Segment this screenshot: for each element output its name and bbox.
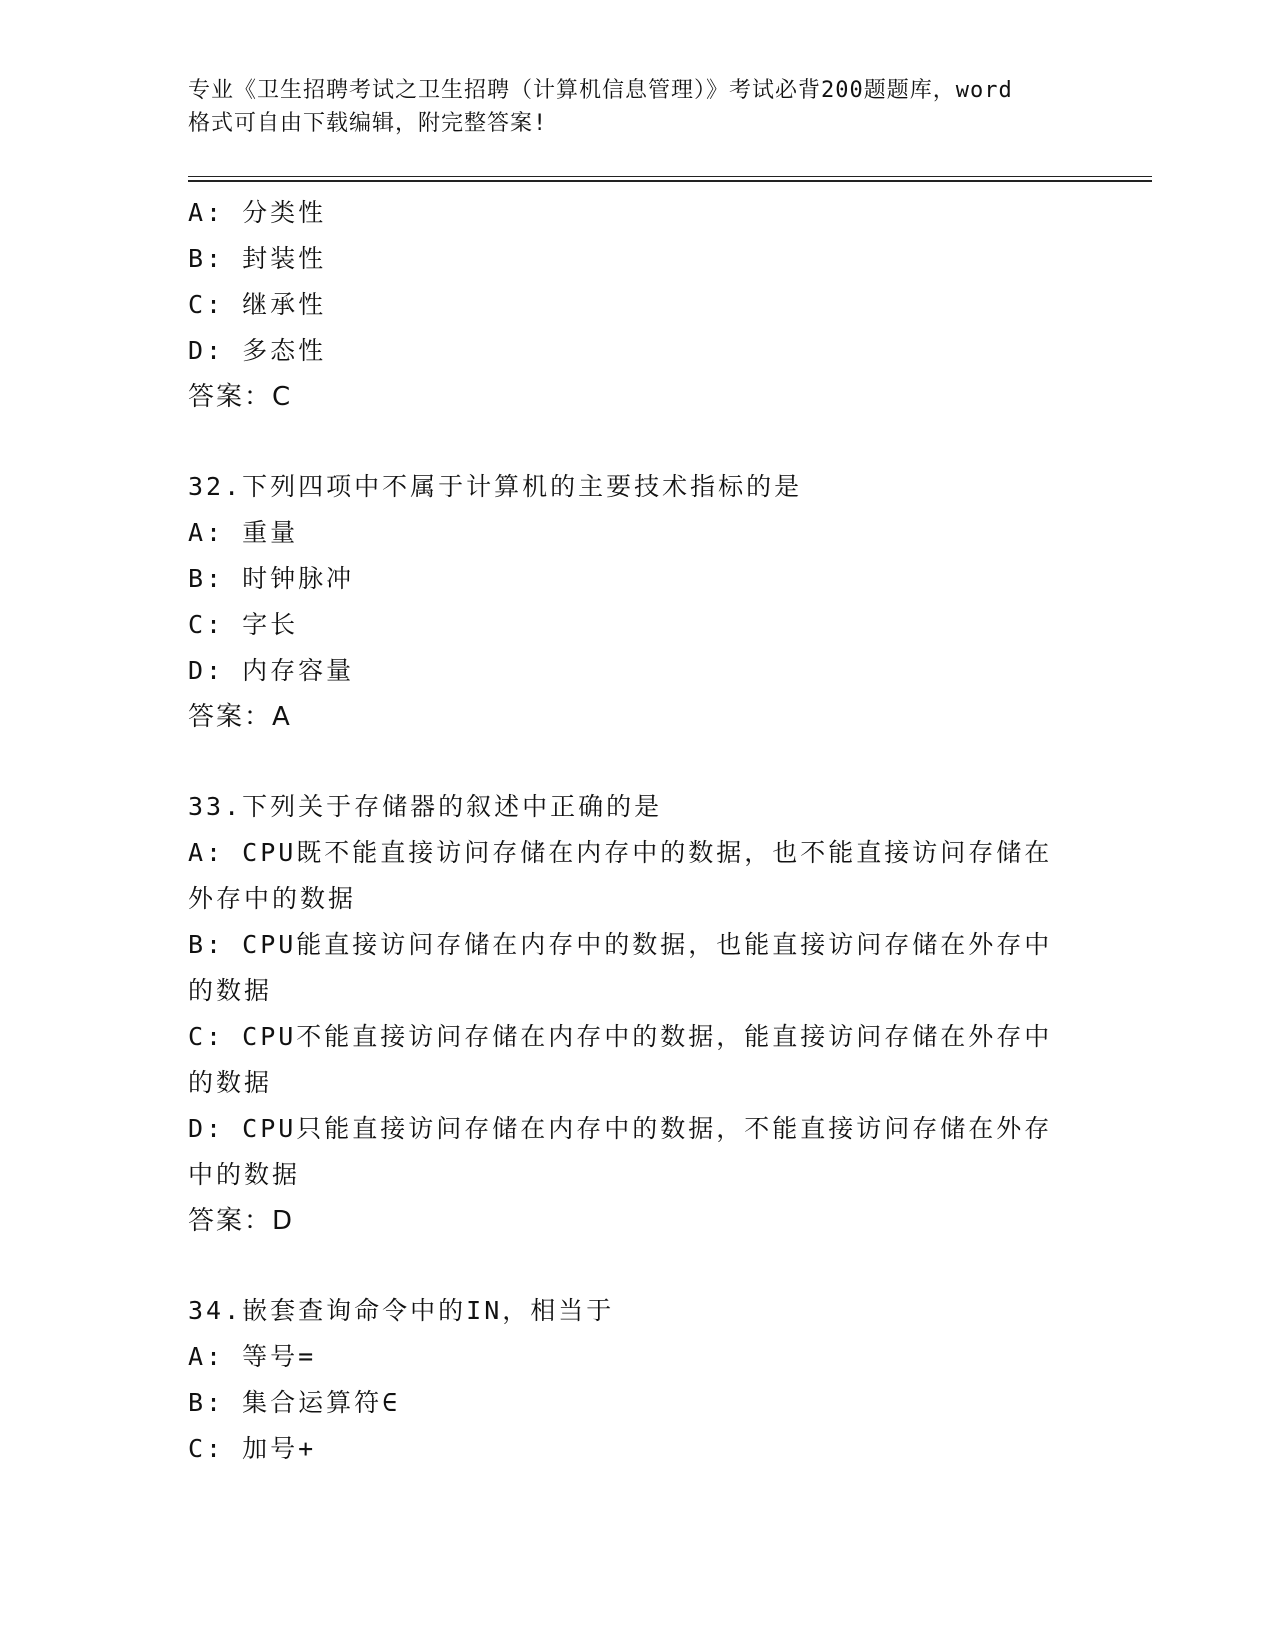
question-34 [188, 1288, 1088, 1472]
answer: 答案：D [188, 1206, 295, 1236]
document-header [188, 74, 1088, 140]
option-a: A: 等号= [188, 1342, 317, 1371]
spacer [188, 1244, 1088, 1288]
option-b-line-1: B: CPU能直接访问存储在内存中的数据，也能直接访问存储在外存中 [188, 930, 1053, 959]
question-text: 33.下列关于存储器的叙述中正确的是 [188, 792, 663, 821]
option-d-line-2: 中的数据 [188, 1160, 301, 1189]
question-31 [188, 190, 1088, 420]
question-text: 32.下列四项中不属于计算机的主要技术指标的是 [188, 472, 803, 501]
option-a-line-2: 外存中的数据 [188, 884, 357, 913]
option-d: D: 内存容量 [188, 656, 355, 685]
option-d-line-1: D: CPU只能直接访问存储在内存中的数据，不能直接访问存储在外存 [188, 1114, 1053, 1143]
option-b-line-2: 的数据 [188, 976, 273, 1005]
option-a-line-1: A: CPU既不能直接访问存储在内存中的数据，也不能直接访问存储在 [188, 838, 1053, 867]
spacer [188, 420, 1088, 464]
spacer [188, 740, 1088, 784]
question-list [188, 190, 1088, 1472]
option-b: B: 集合运算符∈ [188, 1388, 401, 1417]
header-rule-thick [188, 180, 1152, 182]
question-32 [188, 464, 1088, 740]
option-b: B: 封装性 [188, 244, 327, 273]
answer: 答案：C [188, 382, 293, 412]
option-c: C: 加号+ [188, 1434, 317, 1463]
option-a: A: 重量 [188, 518, 299, 547]
header-line-1: 专业《卫生招聘考试之卫生招聘（计算机信息管理）》考试必背200题题库，word [188, 78, 1013, 103]
question-text: 34.嵌套查询命令中的IN，相当于 [188, 1296, 615, 1325]
option-d: D: 多态性 [188, 336, 327, 365]
option-c: C: 继承性 [188, 290, 327, 319]
answer: 答案：A [188, 702, 292, 732]
option-c: C: 字长 [188, 610, 299, 639]
header-rule-thin [188, 176, 1152, 177]
option-b: B: 时钟脉冲 [188, 564, 355, 593]
question-33 [188, 784, 1088, 1244]
option-c-line-2: 的数据 [188, 1068, 273, 1097]
option-a: A: 分类性 [188, 198, 327, 227]
option-c-line-1: C: CPU不能直接访问存储在内存中的数据，能直接访问存储在外存中 [188, 1022, 1053, 1051]
header-line-2: 格式可自由下载编辑，附完整答案! [188, 111, 548, 136]
